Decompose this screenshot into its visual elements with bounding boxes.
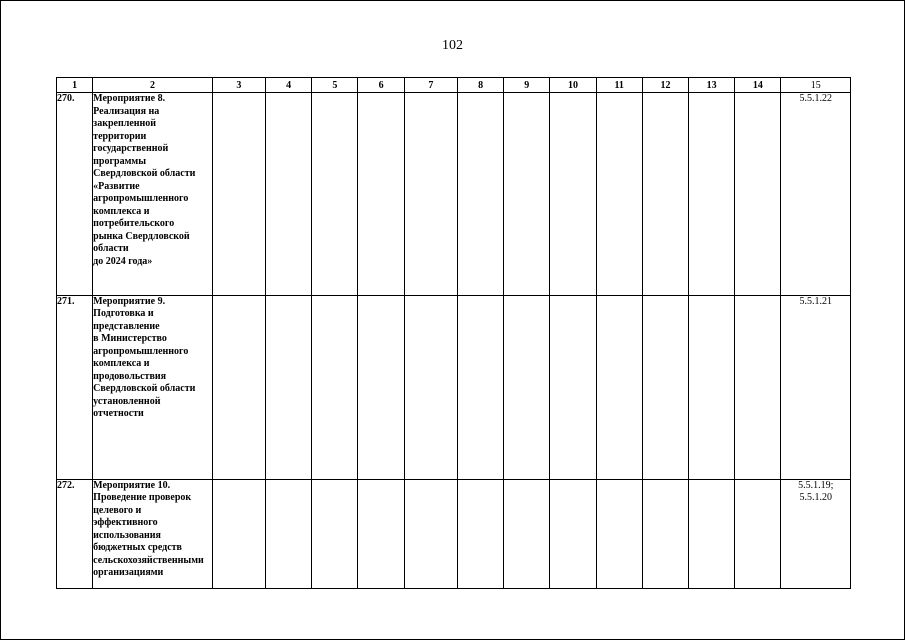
measure-name-line: рынка Свердловской (93, 230, 190, 242)
column-header: 1 (57, 78, 93, 93)
empty-cell (504, 93, 550, 296)
measure-name-line: потребительского (93, 218, 175, 229)
column-header: 5 (312, 78, 358, 93)
measure-name-line: Мероприятие 8. (93, 93, 166, 104)
empty-cell (358, 93, 404, 296)
empty-cell (596, 93, 642, 296)
measure-name-line: области (93, 243, 129, 254)
measure-name-line: Свердловской области (93, 383, 196, 395)
measure-name-line: целевого и (93, 504, 142, 516)
empty-cell (735, 295, 781, 479)
empty-cell (266, 93, 312, 296)
empty-cell (212, 479, 265, 588)
empty-cell (689, 295, 735, 479)
measure-name-line: закрепленной (93, 118, 157, 129)
measure-name-line: территории (93, 130, 147, 142)
measure-name-line: Свердловской области (93, 168, 196, 179)
row-number: 270. (57, 93, 93, 296)
measure-name-line: Проведение проверок (93, 492, 192, 504)
measure-name-line: «Развитие (93, 180, 140, 192)
column-header: 12 (642, 78, 688, 93)
empty-cell (642, 295, 688, 479)
empty-cell (358, 479, 404, 588)
measure-name-cell (93, 93, 213, 296)
column-header: 4 (266, 78, 312, 93)
empty-cell (550, 93, 596, 296)
measure-name-line: агропромышленного (93, 345, 189, 357)
empty-cell (550, 479, 596, 588)
empty-cell (404, 295, 457, 479)
target-code-line: 5.5.1.19; (798, 479, 834, 491)
measure-name-line: продовольствия (93, 370, 167, 382)
empty-cell (504, 479, 550, 588)
empty-cell (689, 93, 735, 296)
column-header: 13 (689, 78, 735, 93)
measure-name-line: программы (93, 155, 147, 167)
measure-name-line: организациями (93, 567, 164, 579)
column-header: 11 (596, 78, 642, 93)
measure-name-line: в Министерство (93, 333, 167, 345)
empty-cell (689, 479, 735, 588)
empty-cell (457, 479, 503, 588)
measure-name-line: использования (93, 529, 161, 541)
measure-name-line: Мероприятие 10. (93, 479, 171, 491)
page-number: 102 (442, 38, 463, 53)
row-number: 271. (57, 295, 93, 479)
measure-name-line: комплекса и (93, 358, 150, 370)
column-header: 3 (212, 78, 265, 93)
column-header: 10 (550, 78, 596, 93)
empty-cell (642, 479, 688, 588)
measure-name-line: установленной (93, 395, 161, 407)
empty-cell (312, 93, 358, 296)
target-code-cell (781, 479, 851, 588)
measure-name-line: Реализация на (93, 105, 160, 117)
empty-cell (735, 93, 781, 296)
column-header: 2 (93, 78, 213, 93)
column-header: 8 (457, 78, 503, 93)
row-number: 272. (57, 479, 93, 588)
empty-cell (404, 93, 457, 296)
empty-cell (457, 93, 503, 296)
measure-name-cell (93, 295, 213, 479)
target-code-line: 5.5.1.21 (799, 295, 832, 307)
empty-cell (312, 479, 358, 588)
empty-cell (735, 479, 781, 588)
empty-cell (504, 295, 550, 479)
empty-cell (642, 93, 688, 296)
measure-name-line: эффективного (93, 517, 158, 529)
measure-name-line: до 2024 года» (93, 255, 153, 267)
column-header: 9 (504, 78, 550, 93)
empty-cell (550, 295, 596, 479)
target-code-cell (781, 93, 851, 296)
column-header: 6 (358, 78, 404, 93)
empty-cell (212, 93, 265, 296)
measure-name-line: комплекса и (93, 205, 150, 217)
measure-name-line: Мероприятие 9. (93, 295, 166, 307)
table-row (57, 93, 851, 296)
empty-cell (312, 295, 358, 479)
empty-cell (596, 479, 642, 588)
measure-name-cell (93, 479, 213, 588)
target-code-line: 5.5.1.22 (799, 93, 832, 104)
table-header-row (57, 78, 851, 93)
measures-table (56, 77, 851, 589)
empty-cell (596, 295, 642, 479)
empty-cell (266, 295, 312, 479)
measure-name-line: отчетности (93, 408, 144, 420)
empty-cell (404, 479, 457, 588)
measure-name-line: государственной (93, 143, 169, 154)
table-row (57, 479, 851, 588)
column-header: 7 (404, 78, 457, 93)
column-header: 15 (781, 78, 851, 93)
empty-cell (457, 295, 503, 479)
measure-name-line: агропромышленного (93, 193, 189, 204)
measure-name-line: представление (93, 320, 160, 332)
empty-cell (358, 295, 404, 479)
column-header: 14 (735, 78, 781, 93)
empty-cell (212, 295, 265, 479)
target-code-line: 5.5.1.20 (799, 492, 832, 504)
table-row (57, 295, 851, 479)
empty-cell (266, 479, 312, 588)
measure-name-line: бюджетных средств (93, 542, 182, 554)
target-code-cell (781, 295, 851, 479)
measure-name-line: Подготовка и (93, 308, 154, 320)
measure-name-line: сельскохозяйственными (93, 554, 204, 566)
